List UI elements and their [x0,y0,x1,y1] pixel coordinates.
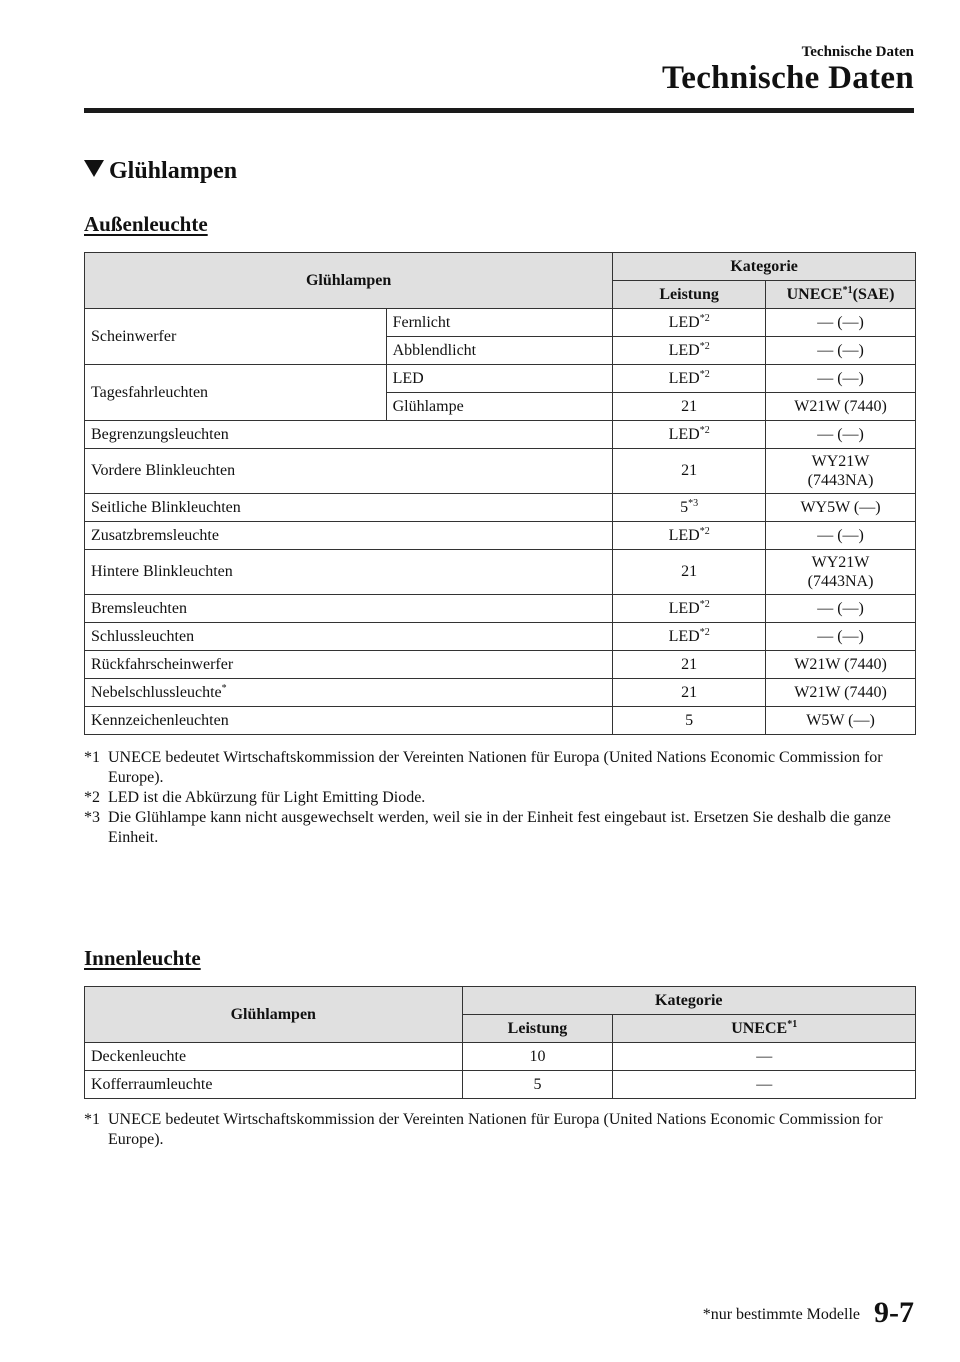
row-category [766,449,916,494]
footnote-ref: *1 [787,1018,798,1030]
row-category: W5W (—) [766,707,916,735]
footnote-ref: *2 [699,424,710,436]
row-subtype: Abblendlicht [386,337,613,365]
header-bulbs: Glühlampen [85,253,613,309]
footnote-ref: * [221,682,227,694]
table-row [85,309,916,337]
exterior-lights-table [84,252,916,735]
row-subtype: LED [386,365,613,393]
row-power: 21 [613,449,766,494]
table-row [85,550,916,595]
table-row [85,1071,916,1099]
table-row [85,1043,916,1071]
row-power [613,522,766,550]
header-category: Kategorie [462,987,915,1015]
power-value: LED [668,627,700,645]
header-unece-text: UNECE [786,285,843,303]
category-line-1: WY21W [811,553,870,571]
section-title-text: Glühlampen [109,158,238,184]
footnote [84,748,924,788]
header-unece [613,1015,916,1043]
footnote-ref: *2 [699,598,710,610]
footnote-ref: *1 [842,284,853,296]
power-value: LED [668,526,700,544]
footnote-number: *3 [84,809,100,826]
footnote-number: *2 [84,789,100,806]
row-power [613,595,766,623]
row-power: 5 [462,1071,613,1099]
header-rule [84,108,914,113]
row-name: Kennzeichenleuchten [85,707,613,735]
header-unece-suffix: (SAE) [852,285,895,303]
footer-note: *nur bestimmte Modelle [702,1306,860,1323]
row-category: — (—) [766,623,916,651]
header-category: Kategorie [613,253,916,281]
footnote [84,788,924,808]
table-row [85,449,916,494]
row-category: — (—) [766,309,916,337]
row-power [613,337,766,365]
row-category: W21W (7440) [766,651,916,679]
table-row [85,623,916,651]
table-row [85,595,916,623]
row-name: Rückfahrscheinwerfer [85,651,613,679]
power-value: LED [668,425,700,443]
interior-lights-heading: Innenleuchte [84,946,201,970]
row-power [613,494,766,522]
row-name: Seitliche Blinkleuchten [85,494,613,522]
row-power [613,309,766,337]
table-row [85,421,916,449]
category-line-2: (7443NA) [807,472,874,489]
row-category: W21W (7440) [766,393,916,421]
header-unece [766,281,916,309]
row-power [613,365,766,393]
row-power: 21 [613,651,766,679]
row-name: Schlussleuchten [85,623,613,651]
footnote-number: *1 [84,1111,100,1128]
exterior-lights-heading: Außenleuchte [84,212,208,236]
running-header: Technische Daten [801,44,914,60]
footnote-ref: *2 [699,368,710,380]
power-value: 5 [680,498,689,516]
row-name: Scheinwerfer [85,309,387,365]
row-name: Kofferraumleuchte [85,1071,463,1099]
header-power: Leistung [613,281,766,309]
exterior-footnotes [84,748,924,848]
row-power [613,421,766,449]
power-value: LED [668,341,700,359]
interior-footnotes [84,1110,924,1150]
footnote-ref: *2 [699,312,710,324]
footnote-text: UNECE bedeutet Wirtschaftskommission der Vereinten Nationen für Europa (United Nations Economic Commission for Europe). [108,749,883,786]
power-value: LED [668,313,700,331]
row-power: 21 [613,393,766,421]
table-row [85,651,916,679]
row-power: 10 [462,1043,613,1071]
header-bulbs: Glühlampen [85,987,463,1043]
row-name: Hintere Blinkleuchten [85,550,613,595]
footnote [84,1110,924,1150]
row-name: Bremsleuchten [85,595,613,623]
footnote-ref: *3 [688,497,699,509]
footnote-number: *1 [84,749,100,766]
row-name: Tagesfahrleuchten [85,365,387,421]
row-name: Deckenleuchte [85,1043,463,1071]
row-power: 21 [613,550,766,595]
footnote-text: LED ist die Abkürzung für Light Emitting Diode. [108,789,426,806]
power-value: LED [668,369,700,387]
row-power: 5 [613,707,766,735]
footnote-ref: *2 [699,525,710,537]
table-row [85,494,916,522]
triangle-down-icon [84,160,104,177]
footnote-ref: *2 [699,626,710,638]
footnote-ref: *2 [699,340,710,352]
row-category: — [613,1043,916,1071]
row-name: Zusatzbremsleuchte [85,522,613,550]
row-name: Begrenzungsleuchten [85,421,613,449]
row-subtype: Fernlicht [386,309,613,337]
category-line-1: WY21W [811,452,870,470]
header-unece-text: UNECE [731,1019,788,1037]
row-name: Vordere Blinkleuchten [85,449,613,494]
section-title [84,158,237,185]
row-category: WY5W (—) [766,494,916,522]
row-category: — (—) [766,365,916,393]
header-power: Leistung [462,1015,613,1043]
table-row [85,679,916,707]
category-line-2: (7443NA) [807,573,874,590]
page-number: 9-7 [874,1296,914,1329]
row-category: — (—) [766,337,916,365]
interior-lights-table [84,986,916,1099]
row-power: 21 [613,679,766,707]
row-name [85,679,613,707]
row-subtype: Glühlampe [386,393,613,421]
footnote-text: Die Glühlampe kann nicht ausgewechselt werden, weil sie in der Einheit fest eingebaut ist. Ersetzen Sie deshalb die ganze Einheit. [108,809,891,846]
power-value: LED [668,599,700,617]
table-row [85,522,916,550]
row-category: — (—) [766,595,916,623]
footnote [84,808,924,848]
chapter-title: Technische Daten [661,60,914,96]
row-power [613,623,766,651]
row-category: W21W (7440) [766,679,916,707]
row-category: — (—) [766,522,916,550]
row-category [766,550,916,595]
row-name-text: Nebelschlussleuchte [91,683,222,701]
footnote-text: UNECE bedeutet Wirtschaftskommission der Vereinten Nationen für Europa (United Nations Economic Commission for Europe). [108,1111,883,1148]
row-category: — [613,1071,916,1099]
table-row [85,365,916,393]
table-row [85,707,916,735]
row-category: — (—) [766,421,916,449]
page-footer [703,1296,914,1330]
